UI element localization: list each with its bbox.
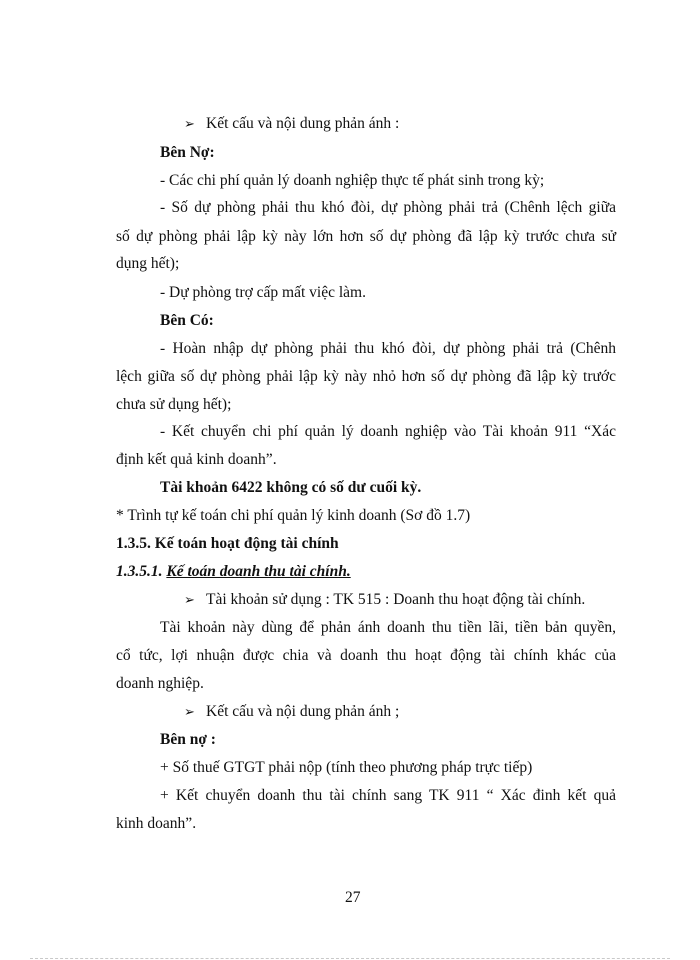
text-line: Tài khoản này dùng để phản ánh doanh thu tiền lãi, tiền bản quyền, (160, 619, 616, 636)
subsection-title: Kế toán doanh thu tài chính. (166, 563, 351, 580)
text-line: dụng hết); (116, 255, 180, 272)
text-line: cổ tức, lợi nhuận được chia và doanh thu hoạt động tài chính khác của (116, 647, 616, 664)
text-line: chưa sử dụng hết); (116, 396, 232, 413)
text-line: * Trình tự kế toán chi phí quản lý kinh doanh (Sơ đồ 1.7) (116, 507, 471, 524)
arrow-bullet-icon: ➢ (184, 592, 195, 607)
bullet-structure-heading: ➢ Kết cấu và nội dung phản ánh ; (184, 703, 400, 720)
account-note: Tài khoản 6422 không có số dư cuối kỳ. (160, 479, 422, 496)
subsection-heading: 1.3.5.1. Kế toán doanh thu tài chính. (116, 563, 351, 580)
arrow-bullet-icon: ➢ (184, 704, 195, 719)
text-line: + Kết chuyển doanh thu tài chính sang TK 911 “ Xác đinh kết quả (160, 787, 616, 804)
page-number: 27 (345, 889, 361, 906)
section-heading: 1.3.5. Kế toán hoạt động tài chính (116, 535, 339, 552)
debit-heading: Bên Nợ: (160, 144, 215, 161)
text-line: số dự phòng phải lập kỳ này lớn hơn số dự phòng đã lập kỳ trước chưa sử (116, 228, 616, 245)
text-line: - Các chi phí quản lý doanh nghiệp thực tế phát sinh trong kỳ; (160, 172, 545, 189)
text-line: định kết quả kinh doanh”. (116, 451, 277, 468)
text-line: - Kết chuyển chi phí quản lý doanh nghiệp vào Tài khoản 911 “Xác (160, 423, 616, 440)
bullet-account-used: ➢ Tài khoản sử dụng : TK 515 : Doanh thu hoạt động tài chính. (184, 591, 586, 608)
text-line: + Số thuế GTGT phải nộp (tính theo phương pháp trực tiếp) (160, 759, 533, 776)
text-line: - Số dự phòng phải thu khó đòi, dự phòng phải trả (Chênh lệch giữa (160, 199, 616, 216)
text-line: kinh doanh”. (116, 815, 197, 832)
debit-heading: Bên nợ : (160, 731, 216, 748)
footer-divider (30, 958, 670, 959)
text-line: - Hoàn nhập dự phòng phải thu khó đòi, dự phòng phải trả (Chênh (160, 340, 616, 357)
text-line: - Dự phòng trợ cấp mất việc làm. (160, 284, 366, 301)
arrow-bullet-icon: ➢ (184, 116, 195, 131)
credit-heading: Bên Có: (160, 312, 214, 329)
text-line: doanh nghiệp. (116, 675, 204, 692)
bullet-structure-heading: ➢ Kết cấu và nội dung phản ánh : (184, 115, 400, 132)
text-line: lệch giữa số dự phòng phải lập kỳ này nhỏ hơn số dự phòng đã lập kỳ trước (116, 368, 616, 385)
